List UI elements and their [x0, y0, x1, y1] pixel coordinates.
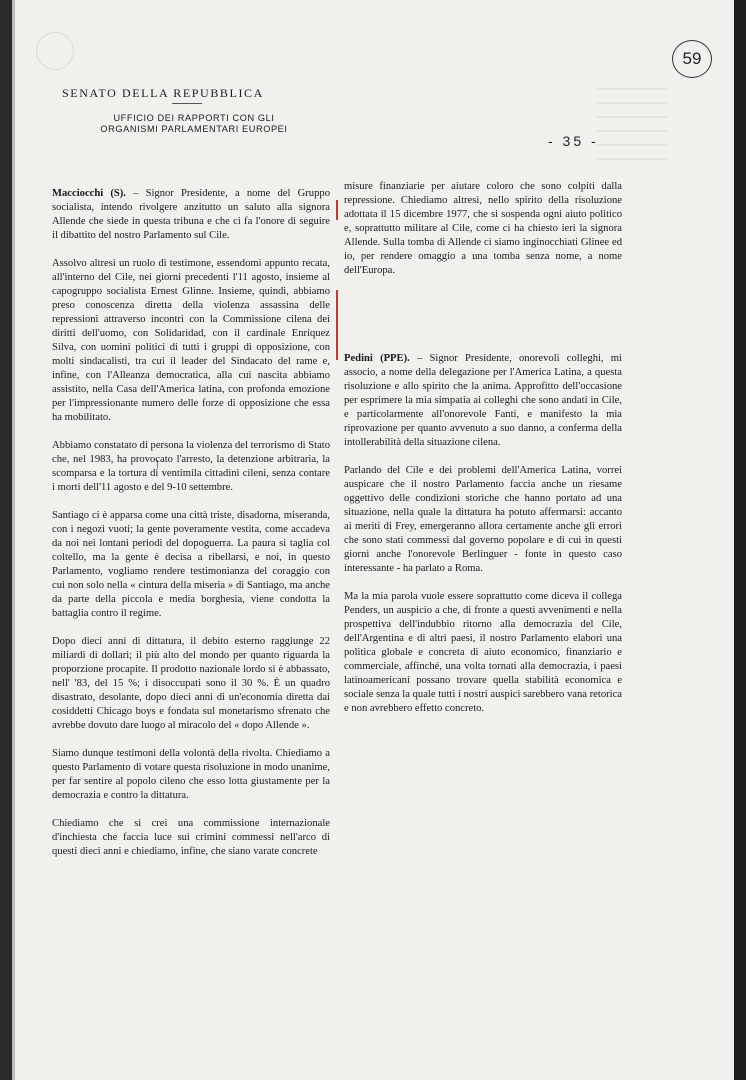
- paragraph: Ma la mia parola vuole essere soprattutto come diceva il collega Penders, un auspicio a che, di fronte a questi avvenimenti e nella prospettiva dell'indubbio ritorno alla democrazia del Cile, dell'Argentina e di altri paesi, il nostro Parlamento elabori una politica globale e concreta di aiuto economico, finanziario e commerciale, affinché, una volta tornati alla democrazia, i paesi latinoamericani possano trovare quella stabilità economica e sociale senza la quale tutti i nostri auspici sarebbero vana retorica e non avrebbero effetto concreto.: [344, 591, 622, 714]
- paragraph: Siamo dunque testimoni della volontà della rivolta. Chiediamo a questo Parlamento di votare questa risoluzione in modo unanime, per far sentire al popolo cileno che esso lotta giustamente per la democrazia e contro la dittatura.: [52, 748, 330, 801]
- speaker-name: Pedini (PPE).: [344, 353, 410, 364]
- speech-gap: [344, 292, 622, 352]
- paragraph: Santiago ci è apparsa come una città triste, disadorna, miseranda, con i negozi vuoti; la gente poveramente vestita, come accadeva da noi nei lontani periodi del dopoguerra. La paura si taglia col coltello, ma la gente è decisa a ribellarsi, e noi, in questo Parlamento, vogliamo rendere testimonianza del coraggio con cui non solo nella « cintura della miseria » di Santiago, ma anche da parte della piccola e media borghesia, viene condotta la battaglia contro il regime.: [52, 510, 330, 619]
- office-line-1: UFFICIO DEI RAPPORTI CON GLI: [113, 113, 275, 123]
- senate-heading: SENATO DELLA REPUBBLICA: [62, 86, 264, 100]
- heading-divider: [172, 103, 202, 104]
- handwritten-page-stamp: 59: [672, 40, 712, 78]
- margin-mark: [336, 200, 338, 220]
- speaker-name: Macciocchi (S).: [52, 188, 126, 199]
- paragraph: Parlando del Cile e dei problemi dell'America Latina, vorrei auspicare che il nostro Parlamento faccia anche un riesame oggettivo delle condizioni storiche che hanno portato ad una situazione, nella quale la dittatura ha potuto affermarsi: accanto ai meriti di Frey, emergeranno allora certamente anche gli errori che sono stati commessi dal governo popolare e di cui in questi giorni anche l'onorevole Berlinguer - fonte in questo caso interessante - ha parlato a Roma.: [344, 465, 622, 574]
- paragraph: Assolvo altresì un ruolo di testimone, essendomi appunto recata, all'interno del Cile, nei giorni precedenti l'11 agosto, insieme al capogruppo socialista Ernest Glinne. Insieme, quindi, abbiamo preso conoscenza diretta della violenza assassina delle repressioni attraverso incontri con la Commissione cilena dei diritti dell'uomo, con Solidaridad, con il cardinale Enriquez Silva, con uomini politici di tutti i gruppi di opposizione, con molti sindacalisti, tra cui il leader del Sindacato del rame e, infine, con l'Alleanza democratica, alla cui nascita abbiamo assistito, nella Casa dell'America latina, con profonda emozione per l'impressionante numero delle forze di opposizione che essa ha mobilitato.: [52, 258, 330, 423]
- page-number: - 35 -: [548, 133, 599, 149]
- paragraph: misure finanziarie per aiutare coloro che sono colpiti dalla repressione. Chiediamo altresì, nello spirito della risoluzione adottata il 15 dicembre 1977, che si sospenda ogni aiuto politico e, soprattutto militare al Cile, come ci ha chiesto ieri la signora Allende. Sulla tomba di Allende ci siamo inginocchiati Glinee ed io, per rendere omaggio a una tomba senza nome, a nome dell'Europa.: [344, 181, 622, 276]
- paragraph: Chiediamo che si crei una commissione internazionale d'inchiesta che faccia luce sui crimini commessi nell'arco di questi dieci anni e chiediamo, infine, che siano varate concrete: [52, 818, 330, 857]
- paragraph: Dopo dieci anni di dittatura, il debito esterno raggiunge 22 miliardi di dollari; il più alto del mondo per quanto riguarda la proporzione procapite. Il prodotto nazionale lordo si è abbassato, nell' '83, del 15 %; i disoccupati sono il 30 %. È un quadro disastrato, desolante, dopo dieci anni di un'economia diretta dai cosiddetti Chicago boys e fondata sul monetarismo sfrenato che avrebbe dovuto dare luogo al miracolo del « dopo Allende ».: [52, 636, 330, 731]
- scan-border: [734, 0, 746, 1080]
- left-text-column: [52, 187, 330, 873]
- right-text-column: [344, 180, 622, 730]
- faded-stamp-mark: [36, 32, 74, 70]
- paragraph: Pedini (PPE). – Signor Presidente, onorevoli colleghi, mi associo, a nome della delegazione per l'America Latina, a questa risoluzione e allo spirito che la anima. Approfitto dell'occasione per esprimere la mia simpatia ai colleghi che sono andati in Cile, e particolarmente all'onorevole Fanti, e manifesto la mia riprovazione per quanto avvenuto a suo danno, a conferma della intollerabilità della situazione cilena.: [344, 353, 622, 448]
- paragraph: Macciocchi (S). – Signor Presidente, a nome del Gruppo socialista, intendo rivolgere anzitutto un saluto alla signora Allende che siede in questa tribuna e che ci fa l'onore di seguire il dibattito del nostro Parlamento sul Cile.: [52, 188, 330, 241]
- margin-mark: [336, 290, 338, 360]
- office-line-2: ORGANISMI PARLAMENTARI EUROPEI: [100, 124, 288, 134]
- paragraph: Abbiamo constatato di persona la violenza del terrorismo di Stato che, nel 1983, ha provocato l'arresto, la detenzione arbitraria, la scomparsa e la tortura di ventimila cittadini cileni, senza contare i morti dell'11 agosto e del 9-10 settembre.: [52, 440, 331, 493]
